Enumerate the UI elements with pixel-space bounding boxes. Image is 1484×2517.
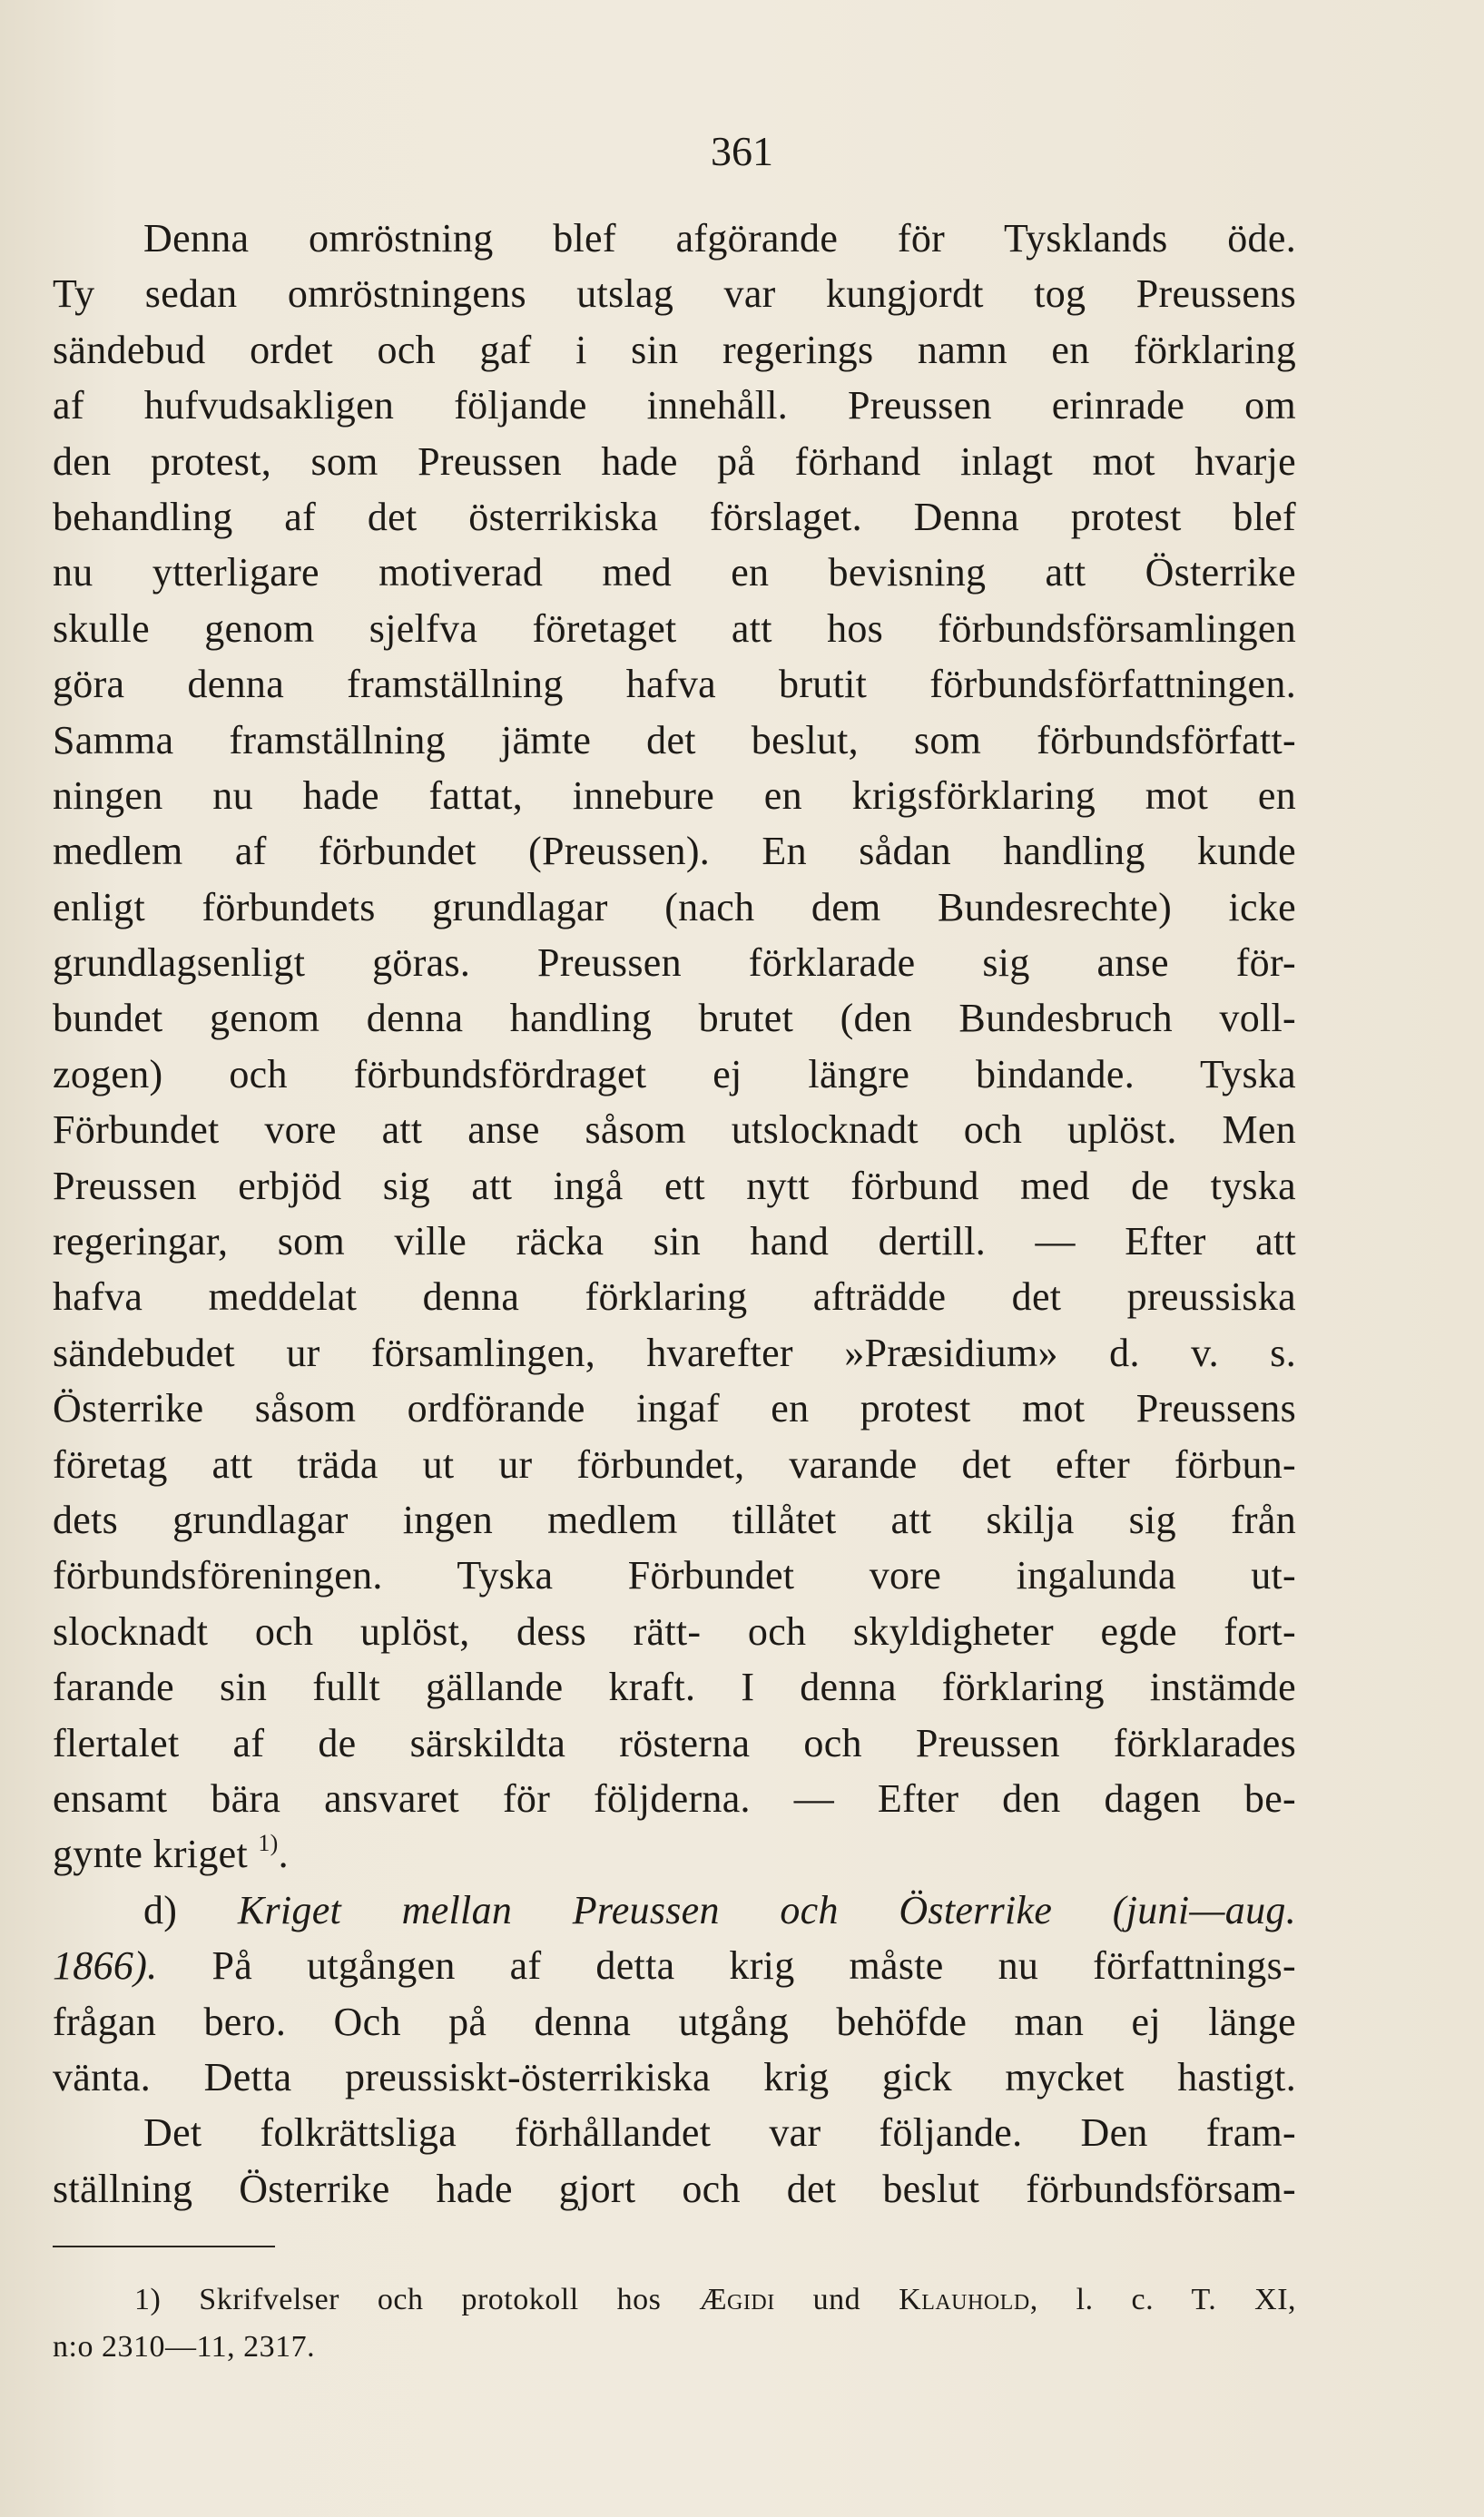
footnote-reference: 1) (258, 1830, 279, 1857)
text-line: gynte kriget $^{1)}$. (53, 1830, 289, 1877)
text-line: farande sin fullt gällande kraft. I denna förklaring instämde (53, 1665, 1296, 1710)
text-line: medlem af förbundet (Preussen). En sådan handling kunde (53, 829, 1296, 874)
body-text (53, 211, 1296, 2217)
text-line: grundlagsenligt göras. Preussen förklarade sig anse för- (53, 940, 1296, 986)
text-line: förbundsföreningen. Tyska Förbundet vore ingalunda ut- (53, 1553, 1296, 1598)
text-line: företag att träda ut ur förbundet, varande det efter förbun- (53, 1441, 1296, 1487)
text-line: enligt förbundets grundlagar (nach dem Bundesrechte) icke (53, 884, 1296, 929)
page-number: 361 (711, 128, 773, 174)
text-fragment: gynte kriget (53, 1832, 248, 1877)
text-line: Förbundet vore att anse såsom utslocknadt och uplöst. Men (53, 1107, 1296, 1153)
footnote-divider (53, 2246, 275, 2247)
text-line: göra denna framställning hafva brutit förbundsförfattningen. (53, 662, 1296, 707)
footnote-author: Ægidi (699, 2283, 775, 2316)
text-line: skulle genom sjelfva företaget att hos förbundsförsamlingen (53, 605, 1296, 651)
text-line: den protest, som Preussen hade på förhand inlagt mot hvarje (53, 438, 1296, 484)
text-line: Samma framställning jämte det beslut, som förbundsförfatt- (53, 717, 1296, 762)
text-line: dets grundlagar ingen medlem tillåtet att skilja sig från (53, 1497, 1296, 1542)
text-line: sändebud ordet och gaf i sin regerings namn en förklaring (53, 327, 1296, 372)
text-fragment: På utgången af detta krig måste nu författnings- (211, 1943, 1296, 1989)
text-line (53, 1938, 1296, 1993)
text-line: Det folkrättsliga förhållandet var följande. Den fram- (143, 2110, 1296, 2156)
text-line: regeringar, som ville räcka sin hand dertill. — Efter att (53, 1219, 1296, 1264)
footnotes (53, 2276, 1296, 2371)
text-line: Denna omröstning blef afgörande för Tysklands öde. (143, 216, 1296, 261)
section-title: Kriget mellan Preussen och Österrike (juni—aug. (237, 1887, 1296, 1932)
text-line: flertalet af de särskildta rösterna och Preussen förklarades (53, 1720, 1296, 1765)
text-line: frågan bero. Och på denna utgång behöfde man ej länge (53, 1999, 1296, 2044)
text-line: bundet genom denna handling brutet (den Bundesbruch voll- (53, 996, 1296, 1041)
section-title-year: 1866). (53, 1943, 158, 1989)
text-line: behandling af det österrikiska förslaget. Denna protest blef (53, 494, 1296, 539)
text-line: zogen) och förbundsfördraget ej längre bindande. Tyska (53, 1051, 1296, 1096)
text-line: af hufvudsakligen följande innehåll. Preussen erinrade om (53, 383, 1296, 428)
text-line: Ty sedan omröstningens utslag var kungjordt tog Preussens (53, 271, 1296, 317)
text-line: ningen nu hade fattat, innebure en krigsförklaring mot en (53, 772, 1296, 818)
footnote-text: , l. c. T. XI, (1029, 2283, 1297, 2316)
footnote-text: Skrifvelser och protokoll hos (199, 2283, 662, 2316)
text-line: ställning Österrike hade gjort och det beslut förbundsförsam- (53, 2166, 1296, 2211)
footnote-author: Klauhold (899, 2283, 1030, 2316)
text-line: hafva meddelat denna förklaring afträdde det preussiska (53, 1274, 1296, 1320)
footnote-line (53, 2276, 1296, 2324)
footnote-marker: 1) (134, 2283, 162, 2316)
footnote-text: und (812, 2283, 861, 2316)
footnote-line: n:o 2310—11, 2317. (53, 2330, 316, 2364)
text-line: Österrike såsom ordförande ingaf en protest mot Preussens (53, 1386, 1296, 1431)
text-line: nu ytterligare motiverad med en bevisning att Österrike (53, 550, 1296, 595)
section-label: d) (143, 1887, 178, 1932)
text-line: Preussen erbjöd sig att ingå ett nytt förbund med de tyska (53, 1163, 1296, 1208)
text-line: slocknadt och uplöst, dess rätt- och skyldigheter egde fort- (53, 1608, 1296, 1654)
text-line: vänta. Detta preussiskt-österrikiska krig gick mycket hastigt. (53, 2054, 1296, 2099)
section-heading-line (53, 1883, 1296, 1938)
text-line: sändebudet ur församlingen, hvarefter »Præsidium» d. v. s. (53, 1330, 1296, 1375)
text-line: ensamt bära ansvaret för följderna. — Efter den dagen be- (53, 1775, 1296, 1821)
